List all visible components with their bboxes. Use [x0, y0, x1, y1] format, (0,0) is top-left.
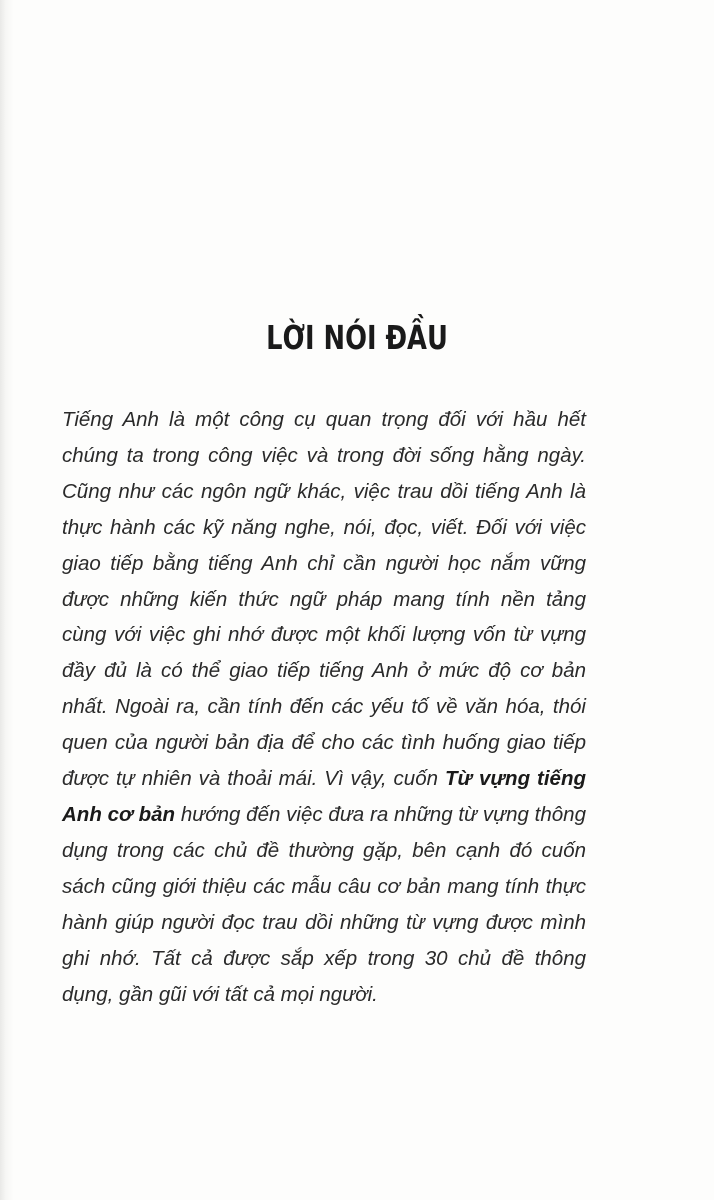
preface-text-part1: Tiếng Anh là một công cụ quan trọng đối với hầu hết chúng ta trong công việc và trong đời sống hằng ngày. Cũng như các ngôn ngữ khác, việc trau dồi tiếng Anh là thực hành các kỹ năng nghe, nói, đọc, viết. Đối với việc giao tiếp bằng tiếng Anh chỉ cần người học nắm vững được những kiến thức ngữ pháp mang tính nền tảng cùng với việc ghi nhớ được một khối lượng vốn từ vựng đầy đủ là có thể giao tiếp tiếng Anh ở mức độ cơ bản nhất. Ngoài ra, cần tính đến các yếu tố về văn hóa, thói quen của người bản địa để cho các tình huống giao tiếp được tự nhiên và thoải mái. Vì vậy, cuốn: [62, 408, 586, 791]
page-heading: LỜI NÓI ĐẦU: [266, 318, 448, 357]
preface-paragraph: [62, 402, 586, 1012]
book-title: Từ vựng tiếng Anh cơ bản: [62, 767, 586, 826]
preface-text-part2: hướng đến việc đưa ra những từ vựng thông dụng trong các chủ đề thường gặp, bên cạnh đó cuốn sách cũng giới thiệu các mẫu câu cơ bản mang tính thực hành giúp người đọc trau dồi những từ vựng được mình ghi nhớ. Tất cả được sắp xếp trong 30 chủ đề thông dụng, gần gũi với tất cả mọi người.: [62, 802, 586, 1006]
